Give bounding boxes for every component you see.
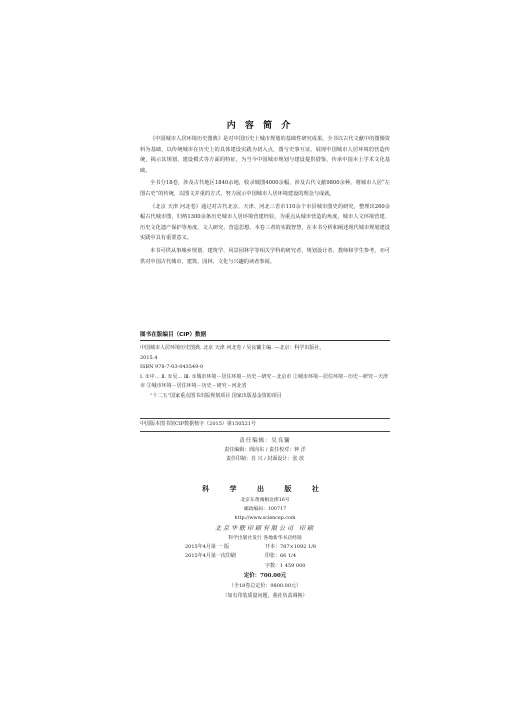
cip-section — [140, 344, 390, 402]
spec-row — [140, 552, 390, 561]
intro-paragraph: 《北京 天津 河北卷》通过对古代北京、天津、河北三省市110余个市县城市图史的研究，整理出260余幅古代城市图，归纳1300余条历史城市人居环境营建经验，为重点从城市营造的角度，城市人文环境营建、历史文化遗产保护等角度，文人研究、营造思想、本卷三者的实践智慧，在本书分析和阐述现代城市规划建设实践中具有重要意义。 — [140, 203, 390, 242]
publisher-website: http://www.sciencep.com — [234, 516, 296, 521]
price-line: 定价：700.00元 — [243, 573, 287, 580]
spec-cell: 开本：787×1092 1/8 — [265, 544, 317, 550]
cip-header: 图书在版编目（CIP）数据 — [140, 330, 390, 341]
divider — [140, 418, 390, 419]
distributor-line: 科学出版社发行 各地新华书店经销 — [228, 536, 302, 541]
intro-paragraph: 《中国城市人居环境历史图典》是对中国历史上城市规划的基础性研究成果。全书以古代文献中的图像资料为基础，以传统城市在历史上的具体建设实践为切入点，图与史事互证，展现中国城市人居环境的营造传统，揭示其规划、建设模式等方面的特征，为当今中国城市规划与建设提供借鉴，传承中国本土学术文化基础。 — [140, 136, 390, 174]
specs-section — [140, 543, 390, 601]
publisher-postcode: 邮政编码：100717 — [243, 507, 287, 512]
spec-row — [140, 543, 390, 552]
director-line: 责任编辑：吴良镛 — [239, 438, 291, 444]
intro-title: 内 容 简 介 — [226, 121, 294, 131]
divider — [140, 431, 390, 432]
spec-cell: 字数：1 459 000 — [265, 562, 306, 569]
spec-cell: 2015年4月第 一 版 — [185, 544, 230, 550]
intro-paragraph: 本书可供从事城乡规划、建筑学、风景园林学等相关学科的研究者、规划设计者、教师和学生参考，亦可供对中国古代城市、建筑、园林、文化与兴趣的读者参阅。 — [140, 247, 390, 265]
editors-line: 责任编辑：阎向东 / 责任校对：钟 洋 — [224, 447, 306, 453]
publisher-address: 北京东黄城根北街16号 — [240, 498, 290, 503]
cip-line: 中国城市人居环境历史图典. 北京 天津 河北卷 / 吴良镛主编. —北京：科学出版社， — [140, 345, 325, 351]
responsibility-section — [140, 437, 390, 464]
publisher-name: 科 学 出 版 社 — [202, 484, 328, 493]
printing-line: 责任印制：肖 兴 / 封面设计：张 放 — [225, 456, 305, 462]
total-price-line: （全18卷总定价：9800.00元） — [228, 583, 302, 590]
cip-line: “十二五”国家重点图书出版规划项目 国家出版基金资助项目 — [150, 392, 282, 399]
intro-paragraph: 全书分18卷，涉及古代地区1840余地，收录城图4000余幅，涉及古代文献9800余种。将城市人居“左图右史”的传统，以图文并重的方式，努力展示中国城市人居环境建设的理念与成就。 — [140, 180, 390, 197]
spec-cell: 印张：66 1/4 — [265, 553, 296, 560]
cip-line: Ⅰ. ①中… Ⅱ. ①吴… Ⅲ. ①城市环境－居住环境－历史－研究－北京市 ②城市环境－居住环境－历史－研究－天津市 ③城市环境－居住环境－历史－研究－河北省 — [140, 373, 388, 390]
notice-line: （如有印装质量问题，我社负责调换） — [222, 593, 308, 600]
cip-line: 2015.4 — [140, 354, 158, 361]
spec-row — [140, 562, 390, 571]
spec-cell — [185, 562, 265, 571]
intro-section — [140, 134, 390, 269]
cip-line: ISBN 978-7-03-043549-0 — [140, 364, 204, 371]
printer-line: 北京华联印刷有限公司 印刷 — [215, 525, 315, 532]
spec-cell: 2015年4月第一次印刷 — [185, 553, 236, 560]
publication-section — [140, 482, 390, 543]
cip-number: 中国版本图书馆CIP数据核字（2015）第150521号 — [140, 421, 256, 427]
